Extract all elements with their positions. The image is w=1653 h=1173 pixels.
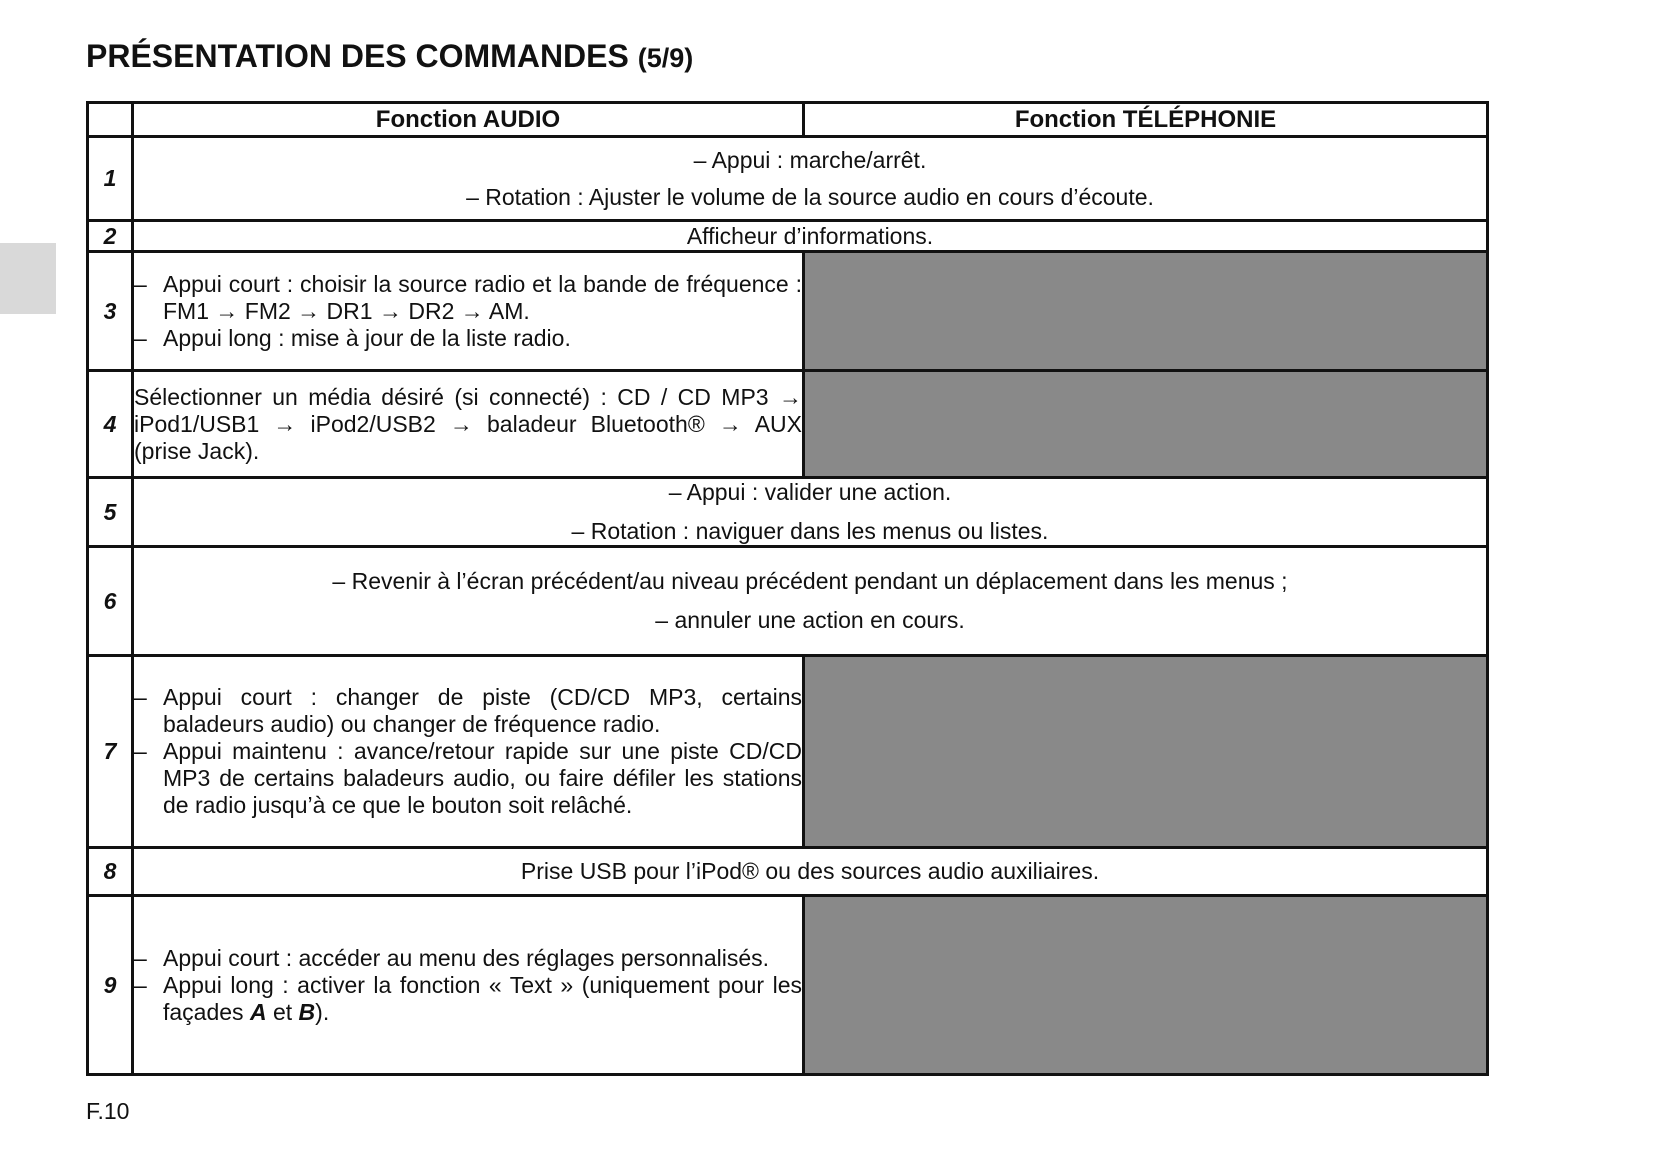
section-tab-marker	[0, 243, 56, 314]
table-header-row	[88, 103, 1488, 137]
list-item	[134, 325, 802, 352]
list-item-text: Appui court : accéder au menu des réglages personnalisés.	[163, 944, 770, 971]
phone-cell-empty	[804, 896, 1488, 1075]
dash-list	[134, 271, 802, 352]
row-number: 7	[88, 656, 133, 848]
item-text-part: et	[266, 998, 299, 1025]
audio-cell	[133, 896, 804, 1075]
header-phone: Fonction TÉLÉPHONIE	[804, 103, 1488, 137]
row-number: 2	[88, 221, 133, 252]
page-title-part: (5/9)	[637, 43, 694, 73]
phone-cell-empty	[804, 656, 1488, 848]
row-number: 4	[88, 371, 133, 478]
row-number: 1	[88, 137, 133, 221]
row-number: 9	[88, 896, 133, 1075]
phone-cell-empty	[804, 371, 1488, 478]
dash-mark: –	[134, 971, 147, 998]
table-row	[88, 137, 1488, 221]
dash-list	[134, 945, 802, 1026]
dash-mark: –	[134, 944, 147, 971]
table-row	[88, 478, 1488, 547]
dash-mark: –	[134, 738, 147, 764]
audio-cell	[133, 252, 804, 371]
table-row	[88, 221, 1488, 252]
list-item-text: Appui court : choisir la source radio et la bande de fréquence : FM1 → FM2 → DR1 → DR2 → AM.	[163, 270, 802, 324]
table-row	[88, 547, 1488, 656]
table-row	[88, 371, 1488, 478]
table-row	[88, 656, 1488, 848]
audio-cell	[133, 371, 804, 478]
row-number: 5	[88, 478, 133, 547]
table-row	[88, 848, 1488, 896]
row-content	[133, 547, 1488, 656]
list-item	[134, 945, 802, 972]
table-row	[88, 252, 1488, 371]
phone-cell-empty	[804, 252, 1488, 371]
list-item	[134, 684, 802, 738]
row-line: – Rotation : Ajuster le volume de la source audio en cours d’écoute.	[466, 183, 1154, 210]
facade-a-label: A	[249, 998, 267, 1025]
dash-mark: –	[134, 324, 147, 351]
row-line: – Rotation : naviguer dans les menus ou listes.	[571, 518, 1049, 544]
facade-b-label: B	[298, 998, 316, 1025]
list-item-text: Appui maintenu : avance/retour rapide sur une piste CD/CD MP3 de certains baladeurs audio, ou faire défiler les stations de radio jusqu’à ce que le bouton soit relâché.	[163, 738, 802, 818]
row-content	[133, 478, 1488, 547]
row-number: 3	[88, 252, 133, 371]
row-content	[133, 137, 1488, 221]
item-text-part: Appui long : activer la fonction « Text » (uniquement pour les façades	[163, 971, 802, 1025]
row-content: Prise USB pour l’iPod® ou des sources audio auxiliaires.	[133, 848, 1488, 896]
list-item-text	[163, 972, 802, 1025]
dash-mark: –	[134, 684, 147, 710]
row-line: – annuler une action en cours.	[655, 607, 965, 633]
row-line: – Appui : valider une action.	[668, 479, 952, 505]
commands-table	[86, 101, 1489, 1076]
row-number: 8	[88, 848, 133, 896]
page-number: F.10	[86, 1098, 130, 1124]
item-text-part: ).	[315, 998, 330, 1025]
row-number: 6	[88, 547, 133, 656]
audio-cell	[133, 656, 804, 848]
list-item	[134, 972, 802, 1026]
row-line: – Revenir à l’écran précédent/au niveau précédent pendant un déplacement dans les menus ;	[332, 568, 1288, 594]
list-item-text: Appui long : mise à jour de la liste radio.	[163, 324, 571, 351]
header-empty-cell	[88, 103, 133, 137]
page-title-text: PRÉSENTATION DES COMMANDES	[86, 38, 629, 74]
row-line: – Appui : marche/arrêt.	[693, 146, 927, 173]
page-title	[86, 38, 693, 75]
table-row	[88, 896, 1488, 1075]
list-item	[134, 271, 802, 325]
dash-mark: –	[134, 270, 147, 297]
row-content: Afficheur d’informations.	[133, 221, 1488, 252]
list-item-text: Appui court : changer de piste (CD/CD MP3, certains baladeurs audio) ou changer de fréquence radio.	[163, 684, 802, 737]
dash-list	[134, 684, 802, 819]
header-audio: Fonction AUDIO	[133, 103, 804, 137]
audio-text: Sélectionner un média désiré (si connecté) : CD / CD MP3 → iPod1/USB1 → iPod2/USB2 → baladeur Bluetooth® → AUX (prise Jack).	[134, 383, 802, 464]
list-item	[134, 738, 802, 819]
